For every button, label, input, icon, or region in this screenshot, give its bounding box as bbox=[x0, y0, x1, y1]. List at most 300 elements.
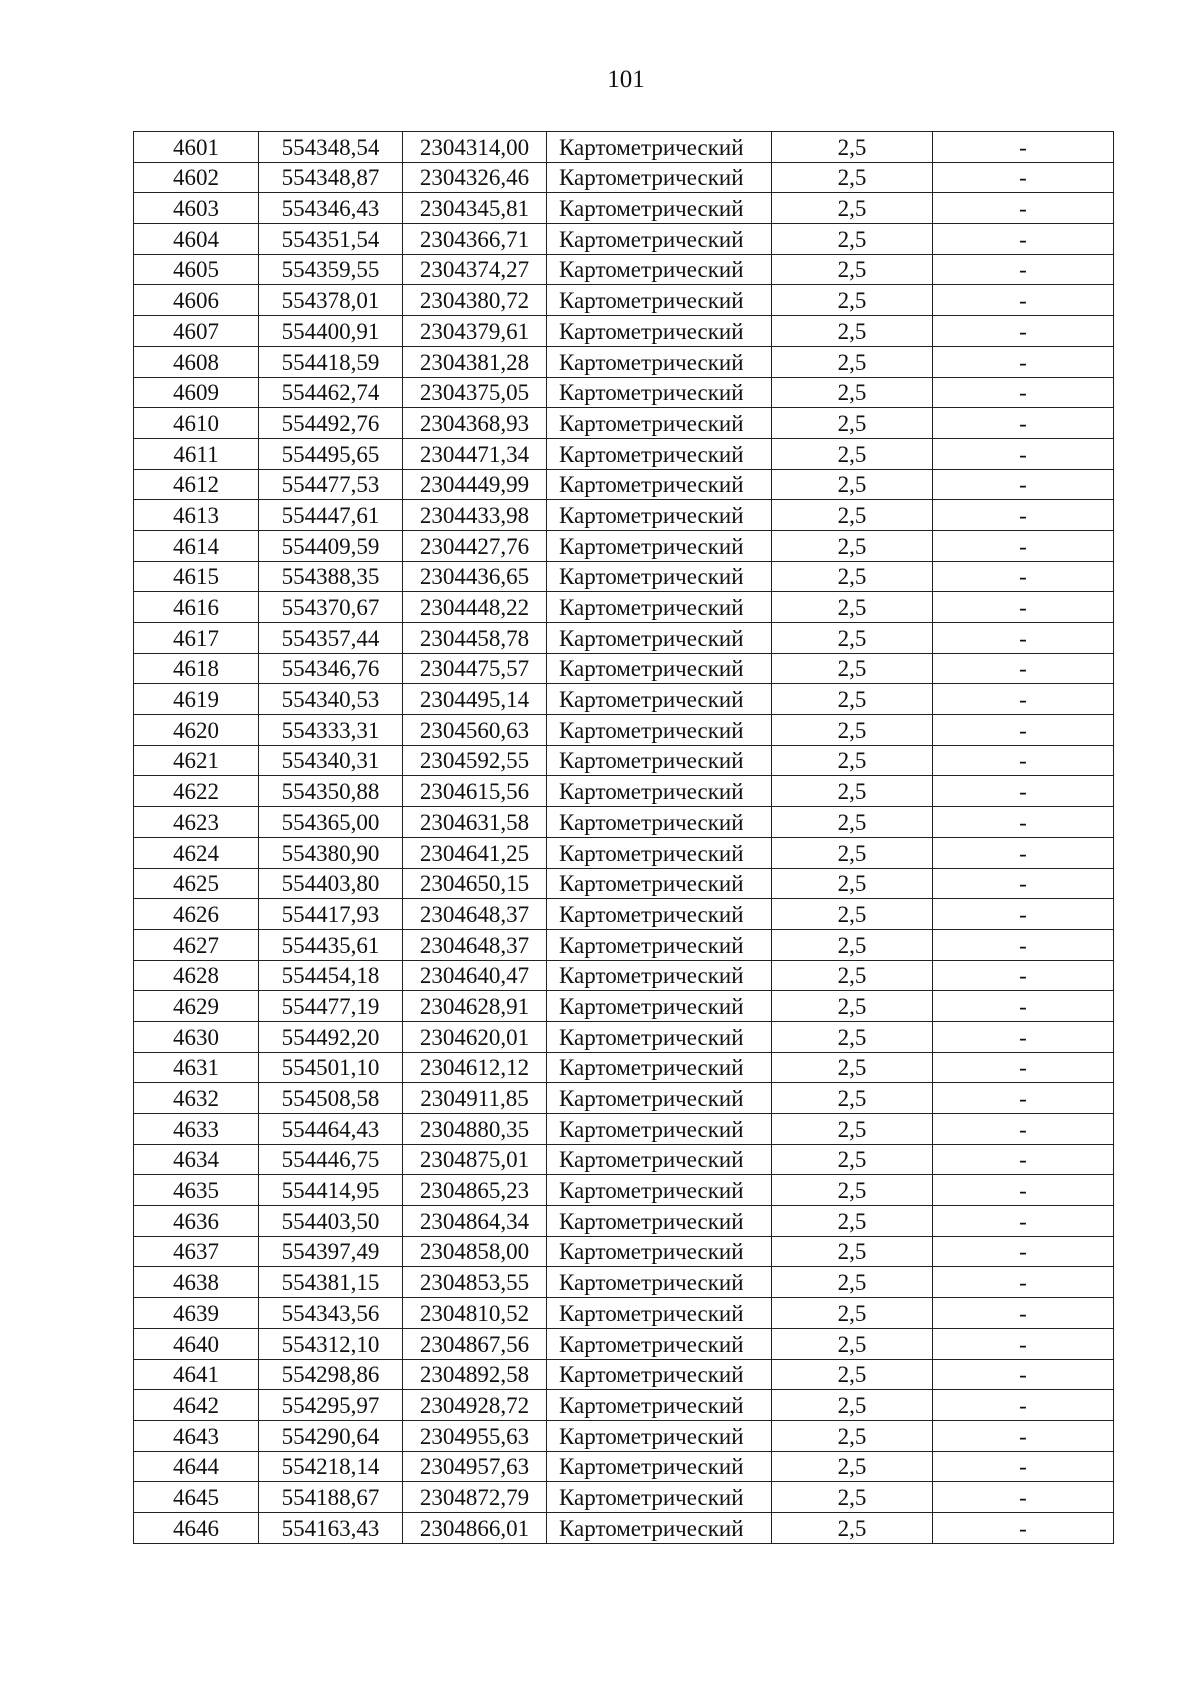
note-cell: - bbox=[933, 377, 1114, 408]
y-coordinate-cell: 2304375,05 bbox=[403, 377, 547, 408]
x-coordinate-cell: 554446,75 bbox=[259, 1144, 403, 1175]
coordinates-table bbox=[133, 131, 1114, 1544]
method-cell: Картометрический bbox=[547, 776, 772, 807]
x-coordinate-cell: 554501,10 bbox=[259, 1052, 403, 1083]
method-cell: Картометрический bbox=[547, 1512, 772, 1543]
method-cell: Картометрический bbox=[547, 868, 772, 899]
table-row bbox=[134, 1114, 1114, 1145]
accuracy-cell: 2,5 bbox=[772, 193, 933, 224]
table-row bbox=[134, 500, 1114, 531]
x-coordinate-cell: 554417,93 bbox=[259, 899, 403, 930]
note-cell: - bbox=[933, 960, 1114, 991]
y-coordinate-cell: 2304875,01 bbox=[403, 1144, 547, 1175]
point-number-cell: 4604 bbox=[134, 224, 259, 255]
note-cell: - bbox=[933, 991, 1114, 1022]
y-coordinate-cell: 2304345,81 bbox=[403, 193, 547, 224]
point-number-cell: 4626 bbox=[134, 899, 259, 930]
x-coordinate-cell: 554495,65 bbox=[259, 438, 403, 469]
point-number-cell: 4607 bbox=[134, 316, 259, 347]
note-cell: - bbox=[933, 438, 1114, 469]
method-cell: Картометрический bbox=[547, 224, 772, 255]
accuracy-cell: 2,5 bbox=[772, 960, 933, 991]
table-row bbox=[134, 1236, 1114, 1267]
method-cell: Картометрический bbox=[547, 1328, 772, 1359]
y-coordinate-cell: 2304955,63 bbox=[403, 1420, 547, 1451]
table-row bbox=[134, 1083, 1114, 1114]
y-coordinate-cell: 2304957,63 bbox=[403, 1451, 547, 1482]
method-cell: Картометрический bbox=[547, 929, 772, 960]
method-cell: Картометрический bbox=[547, 1298, 772, 1329]
note-cell: - bbox=[933, 1267, 1114, 1298]
table-row bbox=[134, 162, 1114, 193]
accuracy-cell: 2,5 bbox=[772, 991, 933, 1022]
accuracy-cell: 2,5 bbox=[772, 1083, 933, 1114]
accuracy-cell: 2,5 bbox=[772, 500, 933, 531]
x-coordinate-cell: 554378,01 bbox=[259, 285, 403, 316]
y-coordinate-cell: 2304858,00 bbox=[403, 1236, 547, 1267]
y-coordinate-cell: 2304867,56 bbox=[403, 1328, 547, 1359]
x-coordinate-cell: 554350,88 bbox=[259, 776, 403, 807]
method-cell: Картометрический bbox=[547, 254, 772, 285]
point-number-cell: 4639 bbox=[134, 1298, 259, 1329]
y-coordinate-cell: 2304380,72 bbox=[403, 285, 547, 316]
method-cell: Картометрический bbox=[547, 1206, 772, 1237]
x-coordinate-cell: 554454,18 bbox=[259, 960, 403, 991]
accuracy-cell: 2,5 bbox=[772, 745, 933, 776]
x-coordinate-cell: 554435,61 bbox=[259, 929, 403, 960]
table-row bbox=[134, 592, 1114, 623]
table-row bbox=[134, 1206, 1114, 1237]
table-row bbox=[134, 684, 1114, 715]
accuracy-cell: 2,5 bbox=[772, 377, 933, 408]
accuracy-cell: 2,5 bbox=[772, 1390, 933, 1421]
table-row bbox=[134, 1390, 1114, 1421]
x-coordinate-cell: 554218,14 bbox=[259, 1451, 403, 1482]
method-cell: Картометрический bbox=[547, 408, 772, 439]
point-number-cell: 4611 bbox=[134, 438, 259, 469]
point-number-cell: 4635 bbox=[134, 1175, 259, 1206]
y-coordinate-cell: 2304628,91 bbox=[403, 991, 547, 1022]
method-cell: Картометрический bbox=[547, 1482, 772, 1513]
method-cell: Картометрический bbox=[547, 1052, 772, 1083]
method-cell: Картометрический bbox=[547, 438, 772, 469]
point-number-cell: 4624 bbox=[134, 837, 259, 868]
accuracy-cell: 2,5 bbox=[772, 1328, 933, 1359]
accuracy-cell: 2,5 bbox=[772, 1298, 933, 1329]
accuracy-cell: 2,5 bbox=[772, 132, 933, 163]
x-coordinate-cell: 554348,54 bbox=[259, 132, 403, 163]
point-number-cell: 4638 bbox=[134, 1267, 259, 1298]
note-cell: - bbox=[933, 193, 1114, 224]
x-coordinate-cell: 554492,76 bbox=[259, 408, 403, 439]
x-coordinate-cell: 554357,44 bbox=[259, 623, 403, 654]
method-cell: Картометрический bbox=[547, 837, 772, 868]
method-cell: Картометрический bbox=[547, 899, 772, 930]
note-cell: - bbox=[933, 1420, 1114, 1451]
note-cell: - bbox=[933, 1052, 1114, 1083]
y-coordinate-cell: 2304433,98 bbox=[403, 500, 547, 531]
x-coordinate-cell: 554348,87 bbox=[259, 162, 403, 193]
table-row bbox=[134, 1451, 1114, 1482]
accuracy-cell: 2,5 bbox=[772, 837, 933, 868]
accuracy-cell: 2,5 bbox=[772, 469, 933, 500]
table-row bbox=[134, 653, 1114, 684]
note-cell: - bbox=[933, 1359, 1114, 1390]
x-coordinate-cell: 554508,58 bbox=[259, 1083, 403, 1114]
x-coordinate-cell: 554380,90 bbox=[259, 837, 403, 868]
point-number-cell: 4608 bbox=[134, 346, 259, 377]
note-cell: - bbox=[933, 469, 1114, 500]
note-cell: - bbox=[933, 745, 1114, 776]
point-number-cell: 4613 bbox=[134, 500, 259, 531]
table-row bbox=[134, 132, 1114, 163]
point-number-cell: 4627 bbox=[134, 929, 259, 960]
point-number-cell: 4621 bbox=[134, 745, 259, 776]
table-row bbox=[134, 408, 1114, 439]
table-row bbox=[134, 1144, 1114, 1175]
point-number-cell: 4616 bbox=[134, 592, 259, 623]
table-row bbox=[134, 715, 1114, 746]
y-coordinate-cell: 2304928,72 bbox=[403, 1390, 547, 1421]
note-cell: - bbox=[933, 254, 1114, 285]
method-cell: Картометрический bbox=[547, 530, 772, 561]
point-number-cell: 4645 bbox=[134, 1482, 259, 1513]
y-coordinate-cell: 2304648,37 bbox=[403, 899, 547, 930]
x-coordinate-cell: 554312,10 bbox=[259, 1328, 403, 1359]
y-coordinate-cell: 2304368,93 bbox=[403, 408, 547, 439]
method-cell: Картометрический bbox=[547, 1144, 772, 1175]
point-number-cell: 4630 bbox=[134, 1021, 259, 1052]
accuracy-cell: 2,5 bbox=[772, 1512, 933, 1543]
point-number-cell: 4610 bbox=[134, 408, 259, 439]
table-row bbox=[134, 254, 1114, 285]
accuracy-cell: 2,5 bbox=[772, 408, 933, 439]
note-cell: - bbox=[933, 1083, 1114, 1114]
note-cell: - bbox=[933, 1328, 1114, 1359]
y-coordinate-cell: 2304436,65 bbox=[403, 561, 547, 592]
y-coordinate-cell: 2304872,79 bbox=[403, 1482, 547, 1513]
table-row bbox=[134, 193, 1114, 224]
x-coordinate-cell: 554370,67 bbox=[259, 592, 403, 623]
point-number-cell: 4641 bbox=[134, 1359, 259, 1390]
y-coordinate-cell: 2304864,34 bbox=[403, 1206, 547, 1237]
x-coordinate-cell: 554492,20 bbox=[259, 1021, 403, 1052]
method-cell: Картометрический bbox=[547, 1114, 772, 1145]
x-coordinate-cell: 554477,53 bbox=[259, 469, 403, 500]
method-cell: Картометрический bbox=[547, 684, 772, 715]
x-coordinate-cell: 554333,31 bbox=[259, 715, 403, 746]
note-cell: - bbox=[933, 715, 1114, 746]
y-coordinate-cell: 2304495,14 bbox=[403, 684, 547, 715]
x-coordinate-cell: 554418,59 bbox=[259, 346, 403, 377]
point-number-cell: 4617 bbox=[134, 623, 259, 654]
accuracy-cell: 2,5 bbox=[772, 1052, 933, 1083]
table-row bbox=[134, 807, 1114, 838]
accuracy-cell: 2,5 bbox=[772, 1236, 933, 1267]
note-cell: - bbox=[933, 684, 1114, 715]
y-coordinate-cell: 2304475,57 bbox=[403, 653, 547, 684]
x-coordinate-cell: 554381,15 bbox=[259, 1267, 403, 1298]
method-cell: Картометрический bbox=[547, 715, 772, 746]
method-cell: Картометрический bbox=[547, 285, 772, 316]
method-cell: Картометрический bbox=[547, 1236, 772, 1267]
note-cell: - bbox=[933, 346, 1114, 377]
point-number-cell: 4628 bbox=[134, 960, 259, 991]
note-cell: - bbox=[933, 530, 1114, 561]
table-row bbox=[134, 1267, 1114, 1298]
method-cell: Картометрический bbox=[547, 960, 772, 991]
y-coordinate-cell: 2304560,63 bbox=[403, 715, 547, 746]
accuracy-cell: 2,5 bbox=[772, 1359, 933, 1390]
accuracy-cell: 2,5 bbox=[772, 653, 933, 684]
method-cell: Картометрический bbox=[547, 991, 772, 1022]
method-cell: Картометрический bbox=[547, 132, 772, 163]
accuracy-cell: 2,5 bbox=[772, 561, 933, 592]
accuracy-cell: 2,5 bbox=[772, 807, 933, 838]
point-number-cell: 4612 bbox=[134, 469, 259, 500]
x-coordinate-cell: 554414,95 bbox=[259, 1175, 403, 1206]
x-coordinate-cell: 554409,59 bbox=[259, 530, 403, 561]
method-cell: Картометрический bbox=[547, 346, 772, 377]
accuracy-cell: 2,5 bbox=[772, 162, 933, 193]
x-coordinate-cell: 554340,31 bbox=[259, 745, 403, 776]
point-number-cell: 4619 bbox=[134, 684, 259, 715]
x-coordinate-cell: 554403,50 bbox=[259, 1206, 403, 1237]
table-row bbox=[134, 929, 1114, 960]
table-row bbox=[134, 1328, 1114, 1359]
method-cell: Картометрический bbox=[547, 377, 772, 408]
accuracy-cell: 2,5 bbox=[772, 346, 933, 377]
point-number-cell: 4637 bbox=[134, 1236, 259, 1267]
note-cell: - bbox=[933, 561, 1114, 592]
accuracy-cell: 2,5 bbox=[772, 684, 933, 715]
point-number-cell: 4614 bbox=[134, 530, 259, 561]
accuracy-cell: 2,5 bbox=[772, 1114, 933, 1145]
accuracy-cell: 2,5 bbox=[772, 868, 933, 899]
note-cell: - bbox=[933, 1021, 1114, 1052]
accuracy-cell: 2,5 bbox=[772, 438, 933, 469]
accuracy-cell: 2,5 bbox=[772, 1451, 933, 1482]
point-number-cell: 4636 bbox=[134, 1206, 259, 1237]
point-number-cell: 4618 bbox=[134, 653, 259, 684]
point-number-cell: 4631 bbox=[134, 1052, 259, 1083]
note-cell: - bbox=[933, 408, 1114, 439]
x-coordinate-cell: 554188,67 bbox=[259, 1482, 403, 1513]
x-coordinate-cell: 554290,64 bbox=[259, 1420, 403, 1451]
point-number-cell: 4620 bbox=[134, 715, 259, 746]
x-coordinate-cell: 554400,91 bbox=[259, 316, 403, 347]
x-coordinate-cell: 554346,76 bbox=[259, 653, 403, 684]
table-row bbox=[134, 346, 1114, 377]
x-coordinate-cell: 554397,49 bbox=[259, 1236, 403, 1267]
point-number-cell: 4640 bbox=[134, 1328, 259, 1359]
table-row bbox=[134, 1052, 1114, 1083]
table-row bbox=[134, 1021, 1114, 1052]
note-cell: - bbox=[933, 623, 1114, 654]
y-coordinate-cell: 2304366,71 bbox=[403, 224, 547, 255]
x-coordinate-cell: 554295,97 bbox=[259, 1390, 403, 1421]
point-number-cell: 4603 bbox=[134, 193, 259, 224]
method-cell: Картометрический bbox=[547, 653, 772, 684]
y-coordinate-cell: 2304853,55 bbox=[403, 1267, 547, 1298]
y-coordinate-cell: 2304892,58 bbox=[403, 1359, 547, 1390]
note-cell: - bbox=[933, 1114, 1114, 1145]
point-number-cell: 4623 bbox=[134, 807, 259, 838]
y-coordinate-cell: 2304448,22 bbox=[403, 592, 547, 623]
table-row bbox=[134, 899, 1114, 930]
x-coordinate-cell: 554447,61 bbox=[259, 500, 403, 531]
accuracy-cell: 2,5 bbox=[772, 776, 933, 807]
note-cell: - bbox=[933, 1144, 1114, 1175]
y-coordinate-cell: 2304631,58 bbox=[403, 807, 547, 838]
point-number-cell: 4629 bbox=[134, 991, 259, 1022]
table-row bbox=[134, 438, 1114, 469]
table-row bbox=[134, 1482, 1114, 1513]
y-coordinate-cell: 2304650,15 bbox=[403, 868, 547, 899]
table-row bbox=[134, 561, 1114, 592]
method-cell: Картометрический bbox=[547, 1451, 772, 1482]
table-row bbox=[134, 868, 1114, 899]
method-cell: Картометрический bbox=[547, 500, 772, 531]
note-cell: - bbox=[933, 1482, 1114, 1513]
accuracy-cell: 2,5 bbox=[772, 1482, 933, 1513]
y-coordinate-cell: 2304880,35 bbox=[403, 1114, 547, 1145]
method-cell: Картометрический bbox=[547, 469, 772, 500]
table-row bbox=[134, 316, 1114, 347]
note-cell: - bbox=[933, 929, 1114, 960]
table-row bbox=[134, 837, 1114, 868]
y-coordinate-cell: 2304810,52 bbox=[403, 1298, 547, 1329]
table-row bbox=[134, 1298, 1114, 1329]
method-cell: Картометрический bbox=[547, 1359, 772, 1390]
x-coordinate-cell: 554464,43 bbox=[259, 1114, 403, 1145]
note-cell: - bbox=[933, 1512, 1114, 1543]
x-coordinate-cell: 554340,53 bbox=[259, 684, 403, 715]
y-coordinate-cell: 2304640,47 bbox=[403, 960, 547, 991]
y-coordinate-cell: 2304911,85 bbox=[403, 1083, 547, 1114]
x-coordinate-cell: 554388,35 bbox=[259, 561, 403, 592]
table-row bbox=[134, 960, 1114, 991]
note-cell: - bbox=[933, 868, 1114, 899]
y-coordinate-cell: 2304458,78 bbox=[403, 623, 547, 654]
accuracy-cell: 2,5 bbox=[772, 530, 933, 561]
table-row bbox=[134, 530, 1114, 561]
accuracy-cell: 2,5 bbox=[772, 1021, 933, 1052]
accuracy-cell: 2,5 bbox=[772, 929, 933, 960]
table-row bbox=[134, 745, 1114, 776]
table-row bbox=[134, 285, 1114, 316]
y-coordinate-cell: 2304379,61 bbox=[403, 316, 547, 347]
point-number-cell: 4632 bbox=[134, 1083, 259, 1114]
y-coordinate-cell: 2304866,01 bbox=[403, 1512, 547, 1543]
note-cell: - bbox=[933, 807, 1114, 838]
y-coordinate-cell: 2304648,37 bbox=[403, 929, 547, 960]
table-row bbox=[134, 469, 1114, 500]
table-row bbox=[134, 1420, 1114, 1451]
note-cell: - bbox=[933, 132, 1114, 163]
note-cell: - bbox=[933, 592, 1114, 623]
point-number-cell: 4634 bbox=[134, 1144, 259, 1175]
table-row bbox=[134, 991, 1114, 1022]
x-coordinate-cell: 554346,43 bbox=[259, 193, 403, 224]
page-number: 101 bbox=[607, 66, 645, 93]
y-coordinate-cell: 2304865,23 bbox=[403, 1175, 547, 1206]
point-number-cell: 4625 bbox=[134, 868, 259, 899]
note-cell: - bbox=[933, 1390, 1114, 1421]
table-row bbox=[134, 1359, 1114, 1390]
note-cell: - bbox=[933, 899, 1114, 930]
point-number-cell: 4609 bbox=[134, 377, 259, 408]
method-cell: Картометрический bbox=[547, 1420, 772, 1451]
note-cell: - bbox=[933, 162, 1114, 193]
point-number-cell: 4615 bbox=[134, 561, 259, 592]
y-coordinate-cell: 2304427,76 bbox=[403, 530, 547, 561]
note-cell: - bbox=[933, 653, 1114, 684]
method-cell: Картометрический bbox=[547, 1390, 772, 1421]
y-coordinate-cell: 2304326,46 bbox=[403, 162, 547, 193]
method-cell: Картометрический bbox=[547, 592, 772, 623]
point-number-cell: 4605 bbox=[134, 254, 259, 285]
method-cell: Картометрический bbox=[547, 807, 772, 838]
y-coordinate-cell: 2304471,34 bbox=[403, 438, 547, 469]
note-cell: - bbox=[933, 285, 1114, 316]
note-cell: - bbox=[933, 776, 1114, 807]
table-row bbox=[134, 224, 1114, 255]
y-coordinate-cell: 2304615,56 bbox=[403, 776, 547, 807]
note-cell: - bbox=[933, 1206, 1114, 1237]
note-cell: - bbox=[933, 1236, 1114, 1267]
point-number-cell: 4606 bbox=[134, 285, 259, 316]
y-coordinate-cell: 2304592,55 bbox=[403, 745, 547, 776]
x-coordinate-cell: 554477,19 bbox=[259, 991, 403, 1022]
y-coordinate-cell: 2304374,27 bbox=[403, 254, 547, 285]
method-cell: Картометрический bbox=[547, 623, 772, 654]
x-coordinate-cell: 554359,55 bbox=[259, 254, 403, 285]
point-number-cell: 4602 bbox=[134, 162, 259, 193]
method-cell: Картометрический bbox=[547, 193, 772, 224]
point-number-cell: 4642 bbox=[134, 1390, 259, 1421]
table-row bbox=[134, 623, 1114, 654]
table-body bbox=[134, 132, 1114, 1544]
method-cell: Картометрический bbox=[547, 162, 772, 193]
table-row bbox=[134, 776, 1114, 807]
accuracy-cell: 2,5 bbox=[772, 1420, 933, 1451]
note-cell: - bbox=[933, 1451, 1114, 1482]
accuracy-cell: 2,5 bbox=[772, 1267, 933, 1298]
x-coordinate-cell: 554298,86 bbox=[259, 1359, 403, 1390]
method-cell: Картометрический bbox=[547, 1175, 772, 1206]
accuracy-cell: 2,5 bbox=[772, 1206, 933, 1237]
accuracy-cell: 2,5 bbox=[772, 1144, 933, 1175]
method-cell: Картометрический bbox=[547, 1021, 772, 1052]
x-coordinate-cell: 554365,00 bbox=[259, 807, 403, 838]
table-row bbox=[134, 1512, 1114, 1543]
note-cell: - bbox=[933, 316, 1114, 347]
method-cell: Картометрический bbox=[547, 745, 772, 776]
y-coordinate-cell: 2304620,01 bbox=[403, 1021, 547, 1052]
note-cell: - bbox=[933, 1298, 1114, 1329]
method-cell: Картометрический bbox=[547, 561, 772, 592]
y-coordinate-cell: 2304381,28 bbox=[403, 346, 547, 377]
x-coordinate-cell: 554462,74 bbox=[259, 377, 403, 408]
method-cell: Картометрический bbox=[547, 1083, 772, 1114]
y-coordinate-cell: 2304641,25 bbox=[403, 837, 547, 868]
accuracy-cell: 2,5 bbox=[772, 623, 933, 654]
note-cell: - bbox=[933, 224, 1114, 255]
x-coordinate-cell: 554351,54 bbox=[259, 224, 403, 255]
accuracy-cell: 2,5 bbox=[772, 254, 933, 285]
accuracy-cell: 2,5 bbox=[772, 285, 933, 316]
